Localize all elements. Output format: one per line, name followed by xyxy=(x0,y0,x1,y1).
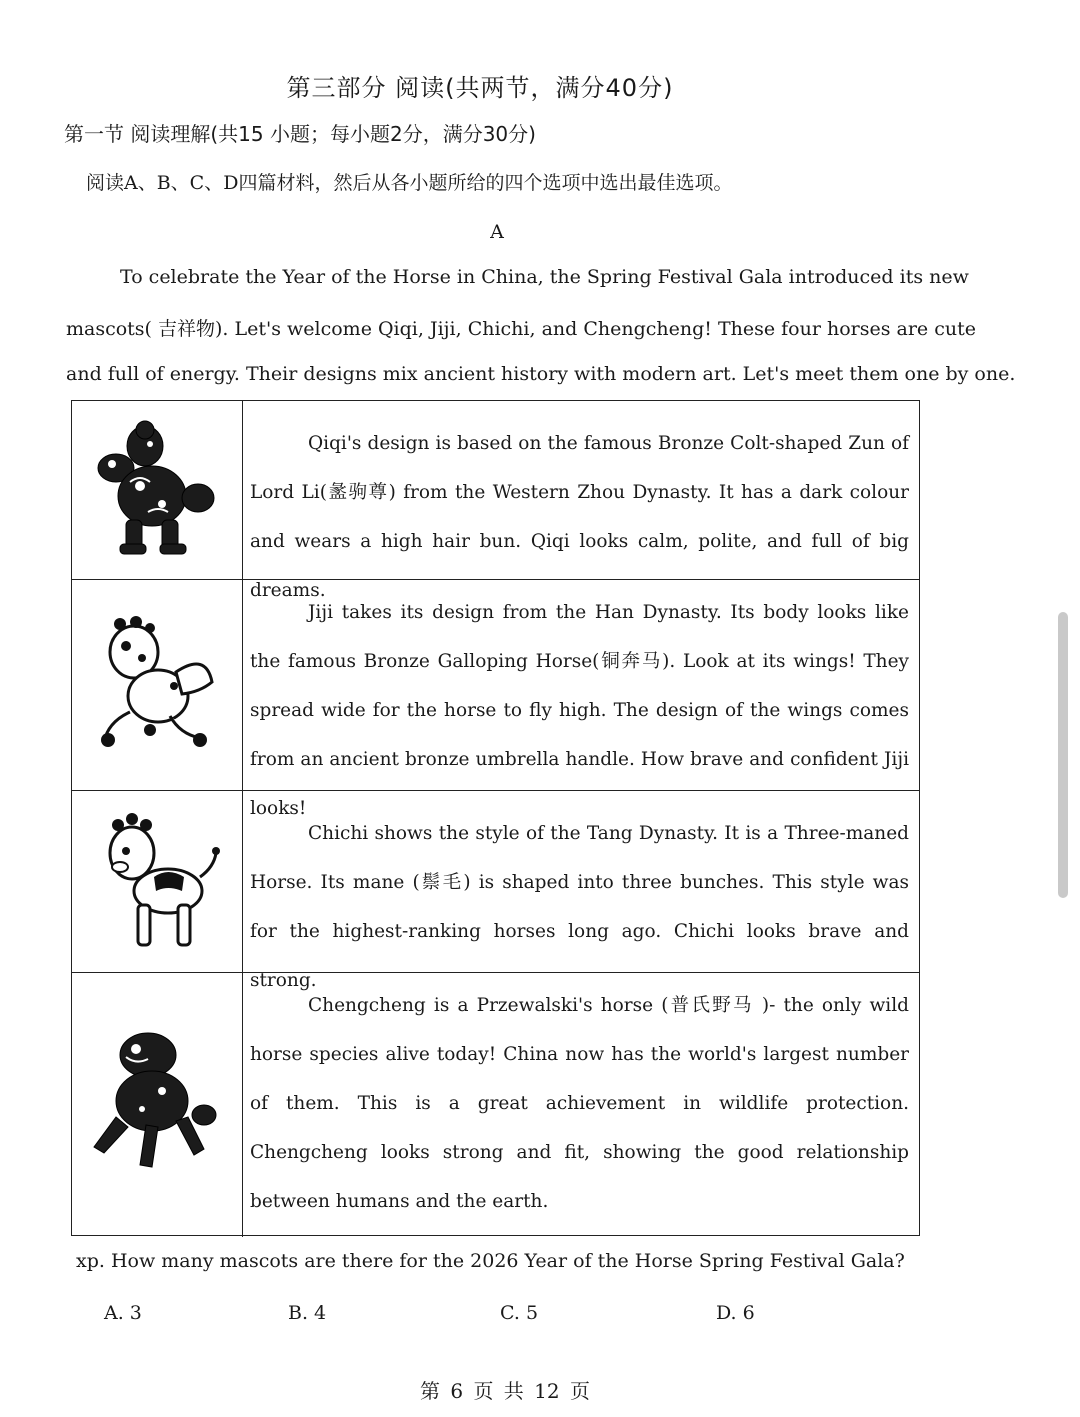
question-text: xp. How many mascots are there for the 2026 Year of the Horse Spring Festival Gala? xyxy=(76,1250,905,1272)
instruction: 阅读A、B、C、D四篇材料，然后从各小题所给的四个选项中选出最佳选项。 xyxy=(86,172,733,194)
mascot-row-chichi xyxy=(72,791,919,991)
mascot-row-qiqi xyxy=(72,401,919,601)
jiji-horse-icon xyxy=(90,612,220,762)
mascot-row-chengcheng xyxy=(72,973,919,1237)
intro-line: To celebrate the Year of the Horse in China, the Spring Festival Gala introduced its new xyxy=(120,266,969,288)
option-b: B. 4 xyxy=(288,1302,327,1324)
option-d: D. 6 xyxy=(716,1302,755,1324)
mascot-picture-cell xyxy=(72,401,243,579)
mascot-description: Jiji takes its design from the Han Dynasty. Its body looks like the famous Bronze Galloping Horse(铜奔马). Look at its wings! They spread wide for the horse to fly high. The design of the wings comes from an ancient bronze umbrella handle. How brave and confident Jiji looks! xyxy=(250,602,909,819)
section-title: 第一节 阅读理解(共15 小题；每小题2分，满分30分) xyxy=(64,122,536,146)
option-a: A. 3 xyxy=(104,1302,142,1324)
chichi-horse-icon xyxy=(90,807,220,957)
mascot-description: Chengcheng is a Przewalski's horse (普氏野马 )- the only wild horse species alive today! China now has the world's largest number of them. This is a great achievement in wildlife protection. Chengcheng looks strong and fit, showing the good relationship between humans and the earth. xyxy=(250,995,909,1212)
mascot-picture-cell xyxy=(72,791,243,972)
page-number: 第 6 页 共 12 页 xyxy=(420,1379,590,1403)
chengcheng-horse-icon xyxy=(90,1027,220,1177)
mascot-table xyxy=(71,400,920,1236)
mascot-description: Chichi shows the style of the Tang Dynasty. It is a Three-maned Horse. Its mane (鬃毛) is shaped into three bunches. This style was for the highest-ranking horses long ago. Chichi looks brave and strong. xyxy=(250,823,909,991)
option-c: C. 5 xyxy=(500,1302,539,1324)
scrollbar-thumb[interactable] xyxy=(1058,612,1068,898)
part-title: 第三部分 阅读(共两节，满分40分) xyxy=(286,74,674,102)
passage-letter: A xyxy=(490,221,504,243)
mascot-picture-cell xyxy=(72,580,243,790)
intro-line: and full of energy. Their designs mix ancient history with modern art. Let's meet them one by one. xyxy=(66,363,1016,385)
mascot-row-jiji xyxy=(72,580,919,819)
mascot-description: Qiqi's design is based on the famous Bronze Colt-shaped Zun of Lord Li(盠驹尊) from the Western Zhou Dynasty. It has a dark colour and wears a high hair bun. Qiqi looks calm, polite, and full of big dreams. xyxy=(250,433,909,601)
mascot-picture-cell xyxy=(72,973,243,1237)
intro-line: mascots( 吉祥物). Let's welcome Qiqi, Jiji, Chichi, and Chengcheng! These four horses are cute xyxy=(66,318,976,340)
qiqi-horse-icon xyxy=(90,416,220,566)
